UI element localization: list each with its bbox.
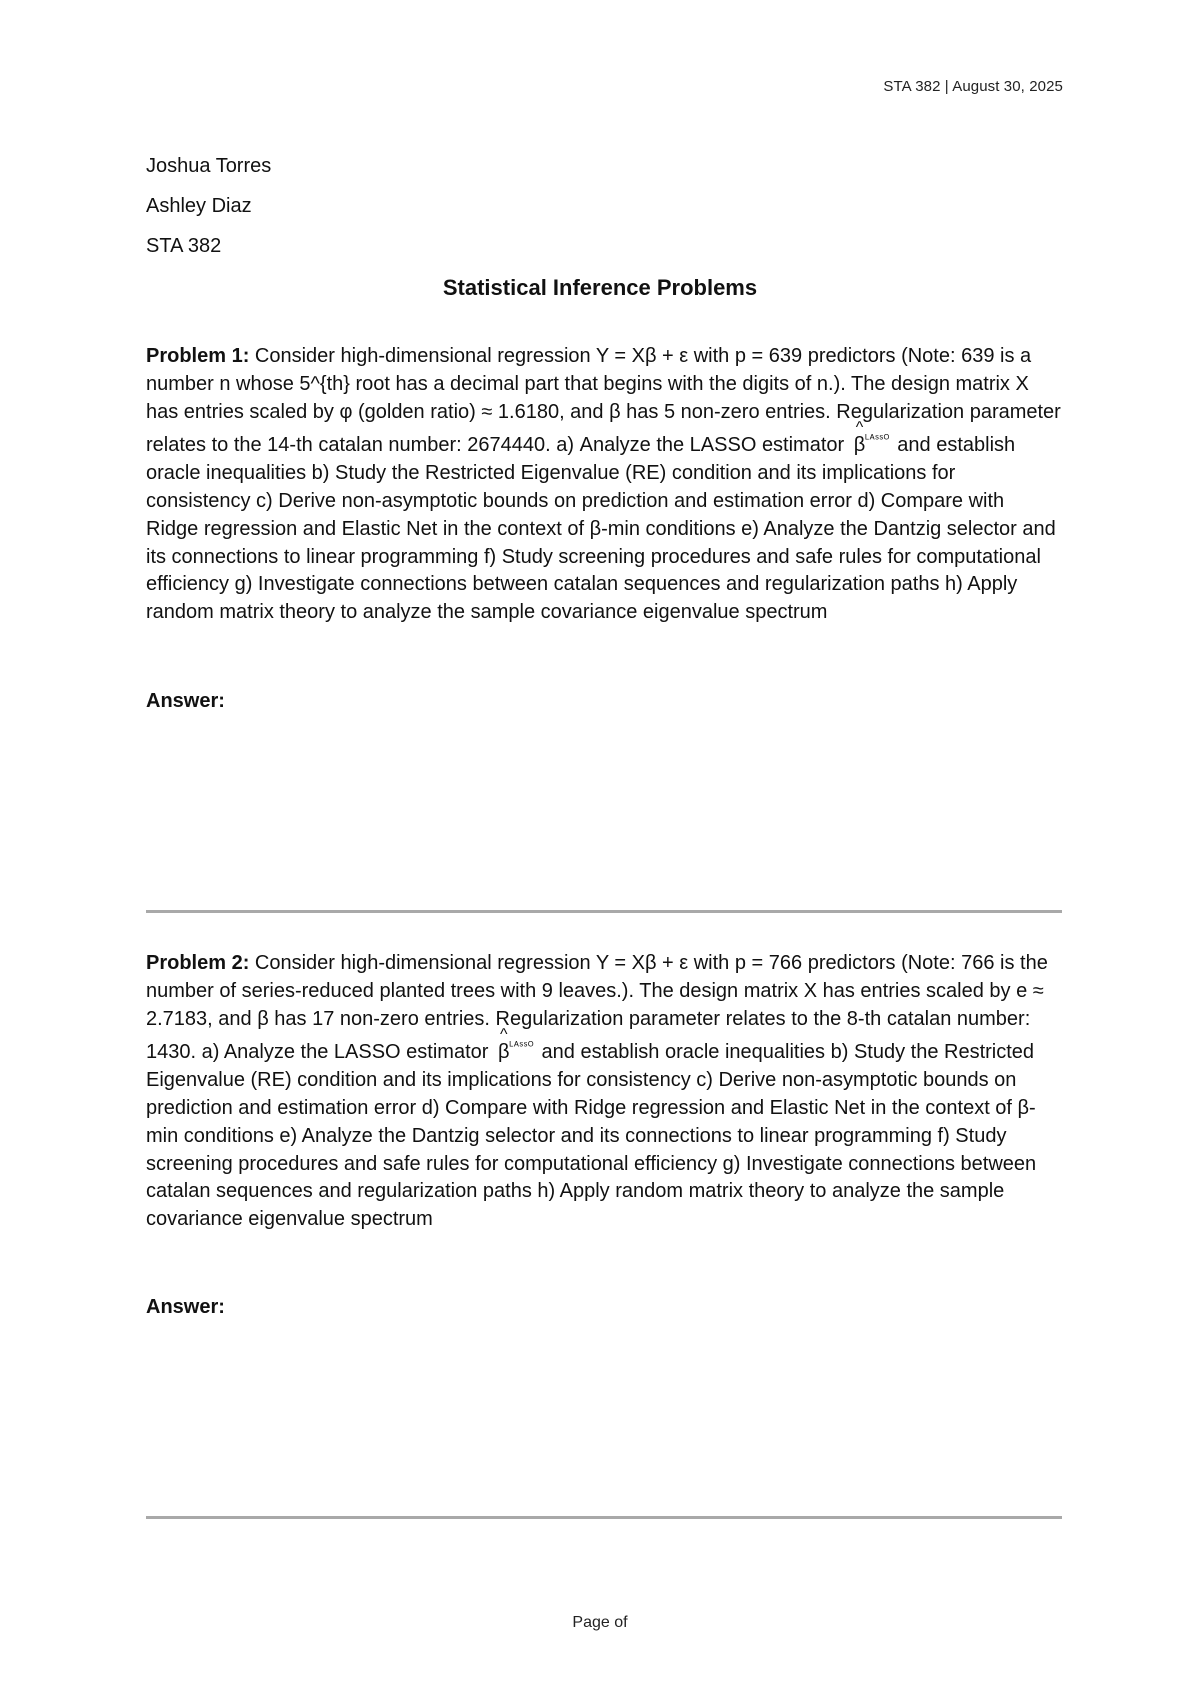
estimator-superscript: ᴸᴬˢˢᴼ bbox=[865, 433, 890, 446]
course-name: STA 382 bbox=[146, 235, 222, 257]
problem-text: Consider high-dimensional regression Y = Xβ + ε with p = 766 predictors (Note: 766 is the number of series-reduced planted trees with 9 leaves.). The design matrix X has entries scaled by e ≈ 2.7183, and β has 17 non-zero entries. Regularization parameter relates to the 8-th catalan number: 1430. a) Analyze the LASSO estimator bbox=[146, 952, 1048, 1064]
answer-label: Answer: bbox=[146, 690, 225, 712]
problem-label: Problem 2: bbox=[146, 952, 250, 974]
estimator-superscript: ᴸᴬˢˢᴼ bbox=[509, 1040, 534, 1053]
estimator-hat: ^ bbox=[855, 419, 864, 437]
problem-2 bbox=[146, 950, 1061, 1234]
problem-1 bbox=[146, 343, 1061, 627]
header-course-date: STA 382 | August 30, 2025 bbox=[883, 78, 1063, 95]
divider bbox=[146, 910, 1062, 913]
answer-label: Answer: bbox=[146, 1296, 225, 1318]
author-block bbox=[146, 146, 271, 266]
problem-text: Consider high-dimensional regression Y = Xβ + ε with p = 639 predictors (Note: 639 is a number n whose 5^{th} root has a decimal part that begins with the digits of n.). The design matrix X has entries scaled by φ (golden ratio) ≈ 1.6180, and β has 5 non-zero entries. Regularization parameter relates to the 14-th catalan number: 2674440. a) Analyze the LASSO estimator bbox=[146, 345, 1061, 457]
estimator-beta: β bbox=[853, 434, 866, 457]
problem-text: and establish oracle inequalities b) Study the Restricted Eigenvalue (RE) condition and its implications for consistency c) Derive non-asymptotic bounds on prediction and estimation error d) Compare with Ridge regression and Elastic Net in the context of β-min conditions e) Analyze the Dantzig selector and its connections to linear programming f) Study screening procedures and safe rules for computational efficiency g) Investigate connections between catalan sequences and regularization paths h) Apply random matrix theory to analyze the sample covariance eigenvalue spectrum bbox=[146, 1041, 1037, 1231]
estimator-beta: β bbox=[497, 1041, 510, 1064]
page-title: Statistical Inference Problems bbox=[442, 275, 758, 300]
page-footer: Page of bbox=[572, 1614, 628, 1631]
problem-label: Problem 1: bbox=[146, 345, 250, 367]
author-name: Joshua Torres bbox=[146, 155, 272, 177]
problem-text: and establish oracle inequalities b) Study the Restricted Eigenvalue (RE) condition and its implications for consistency c) Derive non-asymptotic bounds on prediction and estimation error d) Compare with Ridge regression and Elastic Net in the context of β-min conditions e) Analyze the Dantzig selector and its connections to linear programming f) Study screening procedures and safe rules for computational efficiency g) Investigate connections between catalan sequences and regularization paths h) Apply random matrix theory to analyze the sample covariance eigenvalue spectrum bbox=[146, 434, 1056, 624]
divider bbox=[146, 1516, 1062, 1519]
estimator-hat: ^ bbox=[499, 1026, 508, 1044]
lasso-estimator-symbol bbox=[497, 1026, 534, 1067]
lasso-estimator-symbol bbox=[853, 419, 890, 460]
author-name: Ashley Diaz bbox=[146, 195, 252, 217]
